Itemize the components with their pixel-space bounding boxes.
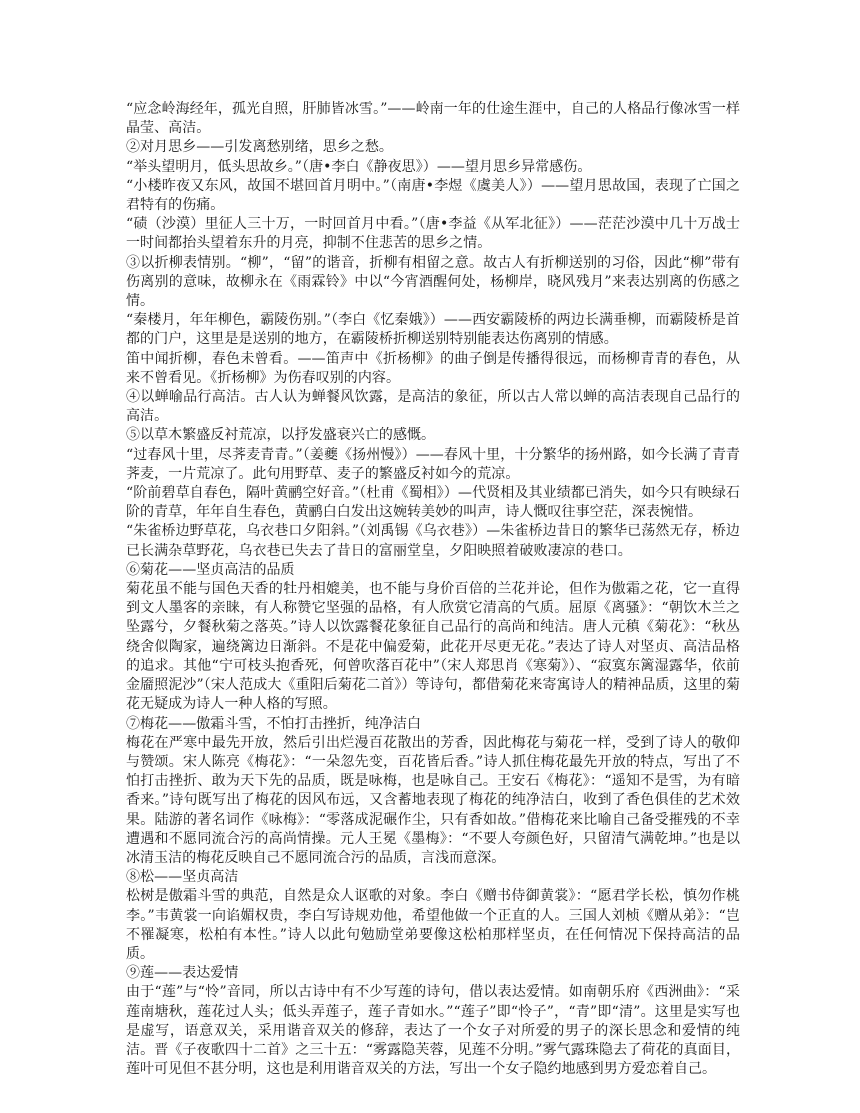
paragraph-pine: 松树是傲霜斗雪的典范，自然是众人讴歌的对象。李白《赠书侍御黄裳》：“愿君学长松，慎勿作桃李。”韦黄裳一向谄媚权贵，李白写诗规劝他，希望他做一个正直的人。三国人刘桢《赠从弟》：“岂不罹凝寒，松柏有本性。”诗人以此句勉励堂弟要像这松柏那样坚贞，在任何情况下保持高洁的品质。 <box>126 888 740 962</box>
paragraph-shuxiang: “阶前碧草自春色，隔叶黄鹂空好音。”（杜甫《蜀相》）—代贤相及其业绩都已消失，如今只有映绿石阶的青草，年年自生春色，黄鹂白白发出这婉转美妙的叫声，诗人慨叹往事空茫，深表惋惜。 <box>126 485 740 521</box>
heading-pine: ⑧松——坚贞高洁 <box>126 869 239 886</box>
heading-lotus: ⑨莲——表达爱情 <box>126 965 239 982</box>
heading-plum-blossom: ⑦梅花——傲霜斗雪，不怕打击挫折，纯净洁白 <box>126 715 422 732</box>
heading-cicada-virtue: ④以蝉喻品行高洁。古人认为蝉餐风饮露，是高洁的象征，所以古人常以蝉的高洁表现自己品行的高洁。 <box>126 389 740 425</box>
paragraph-yangzhoumanh: “过春风十里，尽荠麦青青。”（姜夔《扬州慢》）——春风十里，十分繁华的扬州路，如今长满了青青荠麦，一片荒凉了。此句用野草、麦子的繁盛反衬如今的荒凉。 <box>126 446 740 482</box>
paragraph-lingnan-quote: “应念岭海经年，孤光自照，肝肺皆冰雪。”——岭南一年的仕途生涯中，自己的人格品行像冰雪一样晶莹、高洁。 <box>126 101 740 137</box>
paragraph-plum-blossom: 梅花在严寒中最先开放，然后引出烂漫百花散出的芳香，因此梅花与菊花一样，受到了诗人的敬仰与赞颂。宋人陈亮《梅花》：“一朵忽先变，百花皆后香。”诗人抓住梅花最先开放的特点，写出了不怕打击挫折、敢为天下先的品质，既是咏梅，也是咏自己。王安石《梅花》：“遥知不是雪，为有暗香来。”诗句既写出了梅花的因风布远，又含蓄地表现了梅花的纯净洁白，收到了香色俱佳的艺术效果。陆游的著名词作《咏梅》：“零落成泥碾作尘，只有香如故。”借梅花来比喻自己备受摧残的不幸遭遇和不愿同流合污的高尚情操。元人王冕《墨梅》：“不要人夸颜色好，只留清气满乾坤。”也是以冰清玉洁的梅花反映自己不愿同流合污的品质，言浅而意深。 <box>126 734 740 866</box>
paragraph-jingyesi: “举头望明月，低头思故乡。”（唐•李白《静夜思》）——望月思乡异常感伤。 <box>126 158 592 175</box>
paragraph-congjunbeizheng: “碛（沙漠）里征人三十万，一时回首月中看。”（唐•李益《从军北征》）——茫茫沙漠中几十万战士一时间都抬头望着东升的月亮，抑制不住悲苦的思乡之情。 <box>126 216 740 252</box>
document-page <box>126 100 740 1079</box>
paragraph-yumeiren: “小楼昨夜又东风，故国不堪回首月明中。”（南唐•李煜《虞美人》）——望月思故国，表现了亡国之君特有的伤痛。 <box>126 177 740 214</box>
heading-willow-farewell: ③以折柳表情别。“柳”，“留”的谐音，折柳有相留之意。故古人有折柳送别的习俗，因此“柳”带有伤离别的意味，故柳永在《雨霖铃》中以“今宵酒醒何处，杨柳岸，晓风残月”来表达别离的伤感之情。 <box>126 254 740 310</box>
paragraph-zheyangliu: 笛中闻折柳，春色未曾看。——笛声中《折杨柳》的曲子倒是传播得很远，而杨柳青青的春色，从来不曾看见。《折杨柳》为伤春叹别的内容。 <box>126 350 740 386</box>
paragraph-lotus: 由于“莲”与“怜”音同，所以古诗中有不少写莲的诗句，借以表达爱情。如南朝乐府《西洲曲》：“采莲南塘秋，莲花过人头；低头弄莲子，莲子青如水。”“莲子”即“怜子”，“青”即“清”。这里是实写也是虚写，语意双关，采用谐音双关的修辞，表达了一个女子对所爱的男子的深长思念和爱情的纯洁。晋《子夜歌四十二首》之三十五：“雾露隐芙蓉，见莲不分明。”雾气露珠隐去了荷花的真面目，莲叶可见但不甚分明，这也是利用谐音双关的方法，写出一个女子隐约地感到男方爱恋着自己。 <box>126 984 740 1078</box>
paragraph-yiqine: “秦楼月，年年柳色，霸陵伤别。”（李白《忆秦娥》）——西安霸陵桥的两边长满垂柳，而霸陵桥是首都的门户，这里是是送别的地方，在霸陵桥折柳送别特别能表达伤离别的情感。 <box>126 312 740 348</box>
paragraph-chrysanthemum: 菊花虽不能与国色天香的牡丹相媲美，也不能与身价百倍的兰花并论，但作为傲霜之花，它一直得到文人墨客的亲睐，有人称赞它坚强的品格，有人欣赏它清高的气质。屈原《离骚》：“朝饮木兰之坠露兮，夕餐秋菊之落英。”诗人以饮露餐花象征自己品行的高尚和纯洁。唐人元稹《菊花》：“秋丛绕舍似陶家，遍绕篱边日渐斜。不是花中偏爱菊，此花开尽更无花。”表达了诗人对坚贞、高洁品格的追求。其他“宁可枝头抱香死，何曾吹落百花中”（宋人郑思肖《寒菊》）、“寂寞东篱湿露华，依前金靥照泥沙”（宋人范成大《重阳后菊花二首》）等诗句，都借菊花来寄寓诗人的精神品质，这里的菊花无疑成为诗人一种人格的写照。 <box>126 581 740 713</box>
heading-moon-homesick: ②对月思乡——引发离愁别绪，思乡之愁。 <box>126 139 393 156</box>
heading-chrysanthemum: ⑥菊花——坚贞高洁的品质 <box>126 561 295 578</box>
heading-grass-desolation: ⑤以草木繁盛反衬荒凉，以抒发盛衰兴亡的感慨。 <box>126 427 436 444</box>
paragraph-wuyixiang: “朱雀桥边野草花，乌衣巷口夕阳斜。”（刘禹锡《乌衣巷》）—朱雀桥边昔日的繁华已荡然无存，桥边已长满杂草野花，乌衣巷已失去了昔日的富丽堂皇，夕阳映照着破败凄凉的巷口。 <box>126 523 740 559</box>
